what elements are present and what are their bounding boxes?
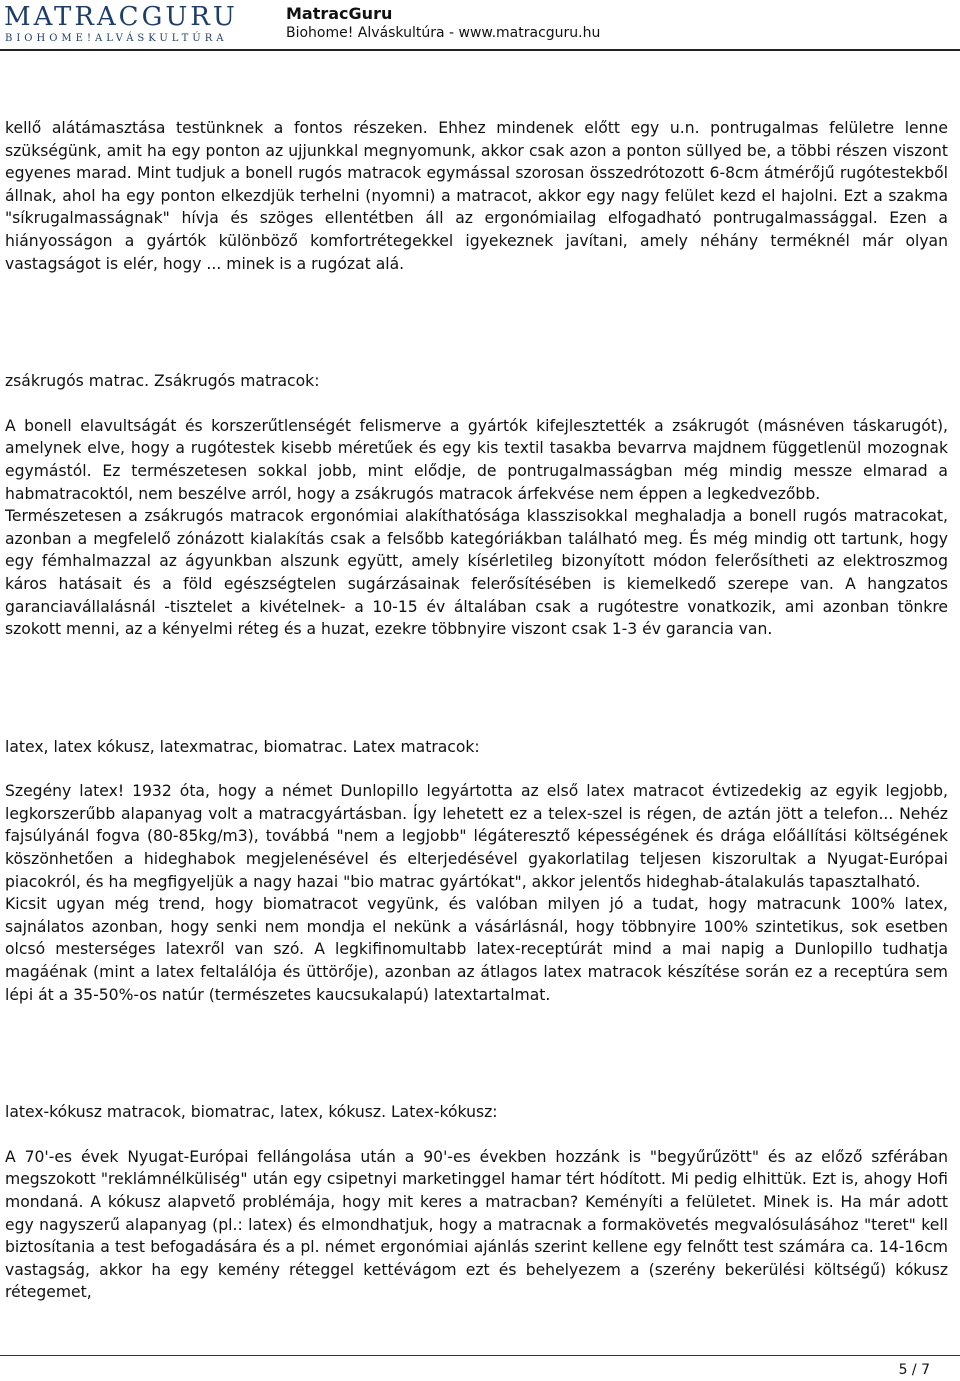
logo-wordmark: MATRACGURU [4,2,238,32]
heading-spacer [5,758,948,780]
logo-tagline: BIOHOME!ALVÁSKULTÚRA [5,33,228,44]
section-spacer [5,641,948,736]
section-heading: zsákrugós matrac. Zsákrugós matracok: [5,372,320,391]
section-zsakrugos [5,370,948,641]
section-spacer [5,1006,948,1101]
section-spacer [5,275,948,370]
document-body [5,117,948,1304]
heading-spacer [5,1124,948,1146]
section-paragraph: Természetesen a zsákrugós matracok ergonómiai alakíthatósága klasszisokkal meghaladja a bonell rugós matracokat, azonban a megfelelő zónázott kialakítás csak a felsőbb kategóriákban található meg. És még mindig ott tartunk, hogy egy fémhalmazzal az ágyunkban alszunk együtt, amely kísérletileg bizonyított módon felerősítheti az elektroszmog káros hatásait és a föld egészségtelen sugárzásainak felerősítésében is kiemelkedő szerepe van. A hangzatos garanciavállalásnál -tisztelet a kivételnek- a 10-15 év általában csak a rugótestre vonatkozik, ami azonban tönkre szokott menni, az a kényelmi réteg és a huzat, ezekre többnyire viszont csak 1-3 év garancia van. [5,507,948,639]
section-latex [5,736,948,1007]
header-divider [0,49,960,51]
page-number: 5 / 7 [898,1362,930,1378]
section-latex-kokusz [5,1101,948,1304]
section-paragraph: A 70'-es évek Nyugat-Európai fellángolása után a 90'-es években hozzánk is "begyűrűzött" és az előző szférában megszokott "reklámnélküliség" után egy csipetnyi marketinggel hamar tért hódított. Mi pedig elhittük. Ezt is, ahogy Hofi mondaná. A kókusz alapvető problémája, hogy mit keres a matracban? Keményíti a felületet. Minek is. Ha már adott egy nagyszerű alapanyag (pl.: latex) és elmondhatjuk, hogy a matracnak a formakövetés megvalósulásához "teret" kell biztosítania a test befogadására és a pl. német ergonómiai ajánlás szerint kellene egy felnőtt test számára ca. 14-16cm vastagság, akkor ha egy kemény réteggel kettévágom ezt és behelyezem a (szerény bekerülési költségű) kókusz rétegemet, [5,1147,948,1302]
section-paragraph: Kicsit ugyan még trend, hogy biomatracot vegyünk, és valóban milyen jó a tudat, hogy matracunk 100% latex, sajnálatos azonban, hogy senki nem mondja el nekünk a vásárlásnál, hogy többnyire 100% szintetikus, sok esetben olcsó mesterséges latexről van szó. A legkifinomultabb latex-receptúrát mind a mai napig a Dunlopillo tudhatja magáénak (mint a latex feltalálója és üttörője), azonban az átlagos latex matracok készítése során ez a receptúra sem lépi át a 35-50%-os natúr (természetes kaucsukalapú) latextartalmat. [5,895,948,1004]
heading-spacer [5,393,948,415]
section-heading: latex-kókusz matracok, biomatrac, latex, kókusz. Latex-kókusz: [5,1103,498,1122]
intro-block [5,117,948,275]
intro-paragraph: kellő alátámasztása testünknek a fontos részeken. Ehhez mindenek előtt egy u.n. pontrugalmas felületre lenne szükségünk, amit ha egy ponton az ujjunkkal megnyomunk, akkor csak azon a ponton süllyed be, a többi részen viszont egyenes marad. Mint tudjuk a bonell rugós matracok egymással szorosan összedrótozott 6-8cm átmérőjű rugótestekből állnak, ahol ha egy ponton elkezdjük terhelni (nyomni) a matracot, akkor egy nagy felület kezd el hajolni. Ezt a szakma "síkrugalmasságnak" hívja és szöges ellentétben áll az ergonómiailag elfogadható pontrugalmassággal. Ezen a hiányosságon a gyártók különböző komfortrétegekkel igyekeznek javítani, amely néhány terméknél már olyan vastagságot is elér, hogy ... minek is a rugózat alá. [5,119,948,273]
site-title: MatracGuru [286,4,393,23]
footer-divider [0,1355,960,1356]
section-paragraph: A bonell elavultságát és korszerűtlenségét felismerve a gyártók kifejlesztették a zsákrugót (másnéven táskarugót), amelynek elve, hogy a rugótestek kisebb méretűek és egy kis textil tasakba bevarrva majdnem függetlenül mozognak egymástól. Ez természetesen sokkal jobb, mint elődje, de pontrugalmasságban még mindig messze elmarad a habmatracoktól, nem beszélve arról, hogy a zsákrugós matracok árfekvése nem éppen a legkedvezőbb. [5,416,948,503]
section-paragraph: Szegény latex! 1932 óta, hogy a német Dunlopillo legyártotta az első latex matracot évtizedekig az egyik legjobb, legkorszerűbb alapanyag volt a matracgyártásban. Így lehetett ez a telex-szel is régen, de aztán jött a telefon... Nehéz fajsúlyánál fogva (80-85kg/m3), továbbá "nem a legjobb" légáteresztő képességének és drága előállítási költségének köszönhetően a hideghabok megjelenésével és elterjedésével gyakorlatilag teljesen kiszorultak a Nyugat-Európai piacokról, és ha megfigyeljük a nagy hazai "bio matrac gyártókat", akkor jelentős hideghab-átalakulás tapasztalható. [5,782,948,891]
matracguru-logo [4,2,266,46]
site-subtitle: Biohome! Alváskultúra - www.matracguru.hu [286,25,601,41]
section-heading: latex, latex kókusz, latexmatrac, biomatrac. Latex matracok: [5,737,480,756]
page-header [0,0,960,48]
